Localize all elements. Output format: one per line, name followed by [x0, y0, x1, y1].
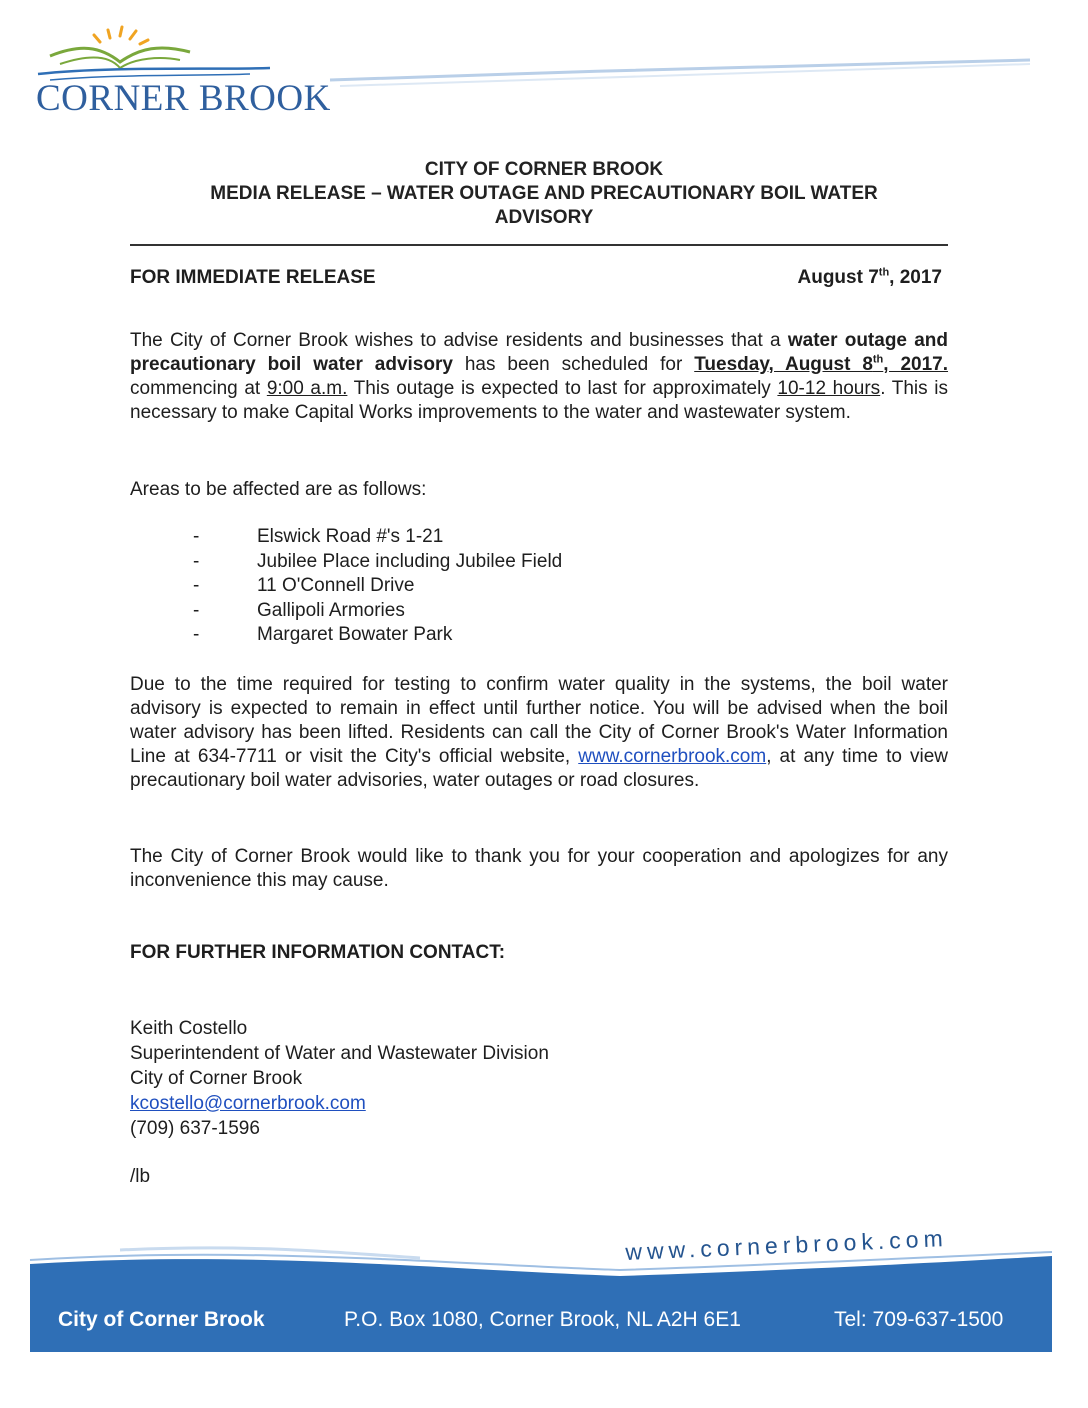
list-item: - Elswick Road #'s 1-21: [193, 526, 444, 547]
outage-time: 9:00 a.m.: [266, 378, 348, 399]
release-date-year: , 2017: [889, 267, 942, 288]
footer-telephone: Tel: 709-637-1500: [834, 1308, 1004, 1331]
outage-emphasis: water outage and precautionary boil water advisory: [130, 330, 948, 375]
footer-org-name: City of Corner Brook: [58, 1308, 265, 1331]
release-date: [798, 267, 943, 289]
outage-date: Tuesday, August 8th, 2017.: [694, 353, 949, 375]
list-item: - Gallipoli Armories: [193, 599, 405, 621]
intro-paragraph: The City of Corner Brook wishes to advise residents and businesses that a water outage and precautionary boil water advisory has been scheduled for Tuesday, August 8th, 2017. commencing at 9:00 a.m. This outage is expected to last for approximately 10-12 hours. This is necessary to make Capital Works improvements to the water and wastewater system.: [130, 330, 949, 423]
website-link[interactable]: www.cornerbrook.com: [578, 746, 767, 767]
release-date-sup: th: [878, 266, 890, 279]
title-line-2: MEDIA RELEASE – WATER OUTAGE AND PRECAUTIONARY BOIL WATER: [210, 183, 878, 204]
typist-initials: /lb: [130, 1166, 151, 1187]
release-label: FOR IMMEDIATE RELEASE: [130, 267, 376, 288]
areas-intro: Areas to be affected are as follows:: [130, 479, 427, 500]
logo-wordmark: CORNER BROOK: [36, 78, 331, 119]
sun-landscape-icon: [30, 22, 340, 82]
outage-duration: 10-12 hours: [777, 378, 881, 399]
title-line-3: ADVISORY: [494, 207, 594, 228]
list-item: - Jubilee Place including Jubilee Field: [193, 550, 563, 572]
contact-heading: FOR FURTHER INFORMATION CONTACT:: [130, 942, 506, 963]
footer-address: P.O. Box 1080, Corner Brook, NL A2H 6E1: [344, 1308, 741, 1331]
contact-email-link[interactable]: kcostello@cornerbrook.com: [130, 1093, 366, 1114]
contact-block: [130, 1016, 549, 1141]
footer-bar: [30, 1288, 1052, 1352]
contact-name: Keith Costello: [130, 1018, 248, 1039]
release-date-main: August 7: [797, 267, 879, 288]
contact-title: Superintendent of Water and Wastewater Division: [130, 1043, 549, 1064]
thanks-paragraph: The City of Corner Brook would like to thank you for your cooperation and apologizes for any inconvenience this may cause.: [130, 846, 948, 891]
contact-phone: (709) 637-1596: [130, 1118, 260, 1139]
advisory-paragraph: Due to the time required for testing to confirm water quality in the systems, the boil water advisory is expected to remain in effect until further notice. You will be advised when the boil water advisory has been lifted. Residents can call the City of Corner Brook's Water Information Line at 634-7711 or visit the City's official website, www.cornerbrook.com, at any time to view precautionary boil water advisories, water outages or road closures.: [130, 674, 948, 791]
title-line-1: CITY OF CORNER BROOK: [424, 159, 664, 180]
title-divider: [130, 244, 948, 246]
release-row: [130, 267, 942, 289]
contact-org: City of Corner Brook: [130, 1068, 303, 1089]
list-item: - Margaret Bowater Park: [193, 624, 453, 645]
affected-areas-list: [130, 525, 930, 648]
footer-website: www.cornerbrook.com: [624, 1224, 949, 1266]
list-item: - 11 O'Connell Drive: [193, 575, 415, 596]
